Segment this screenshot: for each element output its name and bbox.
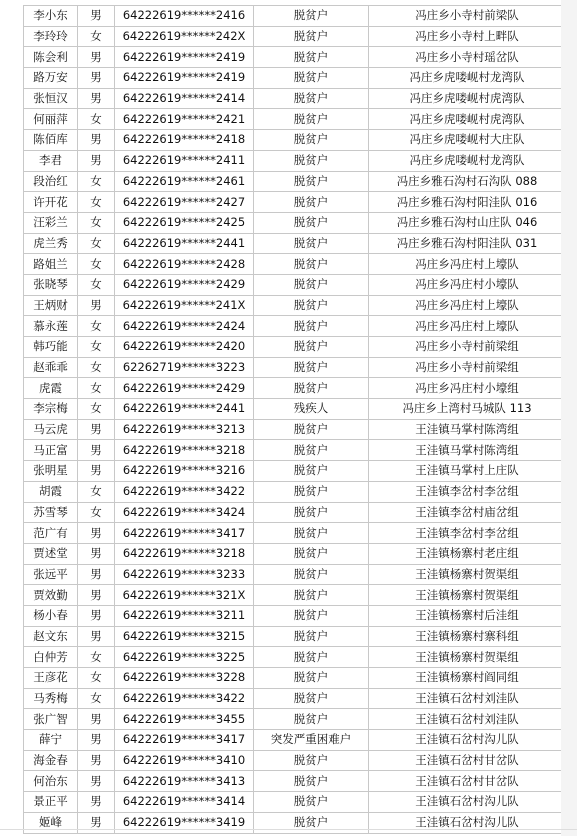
cell-id-number[interactable]: 64222619******2461 — [115, 171, 254, 192]
cell-status[interactable]: 脱贫户 — [254, 378, 369, 399]
table-row — [24, 378, 566, 399]
cell-address[interactable]: 王洼镇杨寨村贺渠组 — [369, 564, 566, 585]
cell-status[interactable]: 脱贫户 — [254, 150, 369, 171]
cell-id-number[interactable]: 64222619******2419 — [115, 47, 254, 68]
cell-id-number[interactable]: 64222619******321X — [115, 585, 254, 606]
cell-id-number[interactable]: 64222619******3233 — [115, 564, 254, 585]
cell-id-number[interactable]: 64222619******2428 — [115, 254, 254, 275]
table-row — [24, 668, 566, 689]
cell-gender[interactable]: 男 — [78, 812, 115, 833]
cell-gender[interactable]: 男 — [78, 730, 115, 751]
cell-gender[interactable]: 男 — [78, 626, 115, 647]
table-row — [24, 647, 566, 668]
cell-address[interactable]: 王洼镇杨寨村寨科组 — [369, 626, 566, 647]
table-row — [24, 399, 566, 420]
cell-address[interactable]: 王洼镇杨寨村贺渠组 — [369, 585, 566, 606]
cell-name[interactable]: 杨小春 — [24, 605, 78, 626]
cell-status[interactable]: 脱贫户 — [254, 316, 369, 337]
table-row — [24, 171, 566, 192]
table-row — [24, 357, 566, 378]
cell-status[interactable]: 脱贫户 — [254, 295, 369, 316]
cell-name[interactable]: 汪彩兰 — [24, 212, 78, 233]
cell-status[interactable]: 脱贫户 — [254, 792, 369, 813]
cell-name[interactable]: 段治红 — [24, 171, 78, 192]
cell-name[interactable]: 许开花 — [24, 192, 78, 213]
cell-gender[interactable]: 女 — [78, 668, 115, 689]
cell-name[interactable]: 李小东 — [24, 6, 78, 27]
cell-gender[interactable]: 女 — [78, 399, 115, 420]
cell-gender[interactable]: 女 — [78, 233, 115, 254]
cell-gender[interactable]: 女 — [78, 212, 115, 233]
cell-name[interactable]: 陈佰库 — [24, 130, 78, 151]
cell-status[interactable]: 脱贫户 — [254, 585, 369, 606]
cell-address[interactable]: 冯庄乡虎喽岘村龙湾队 — [369, 68, 566, 89]
cell-address[interactable]: 冯庄乡虎喽岘村龙湾队 — [369, 150, 566, 171]
cell-address[interactable]: 冯庄乡小寺村前梁组 — [369, 337, 566, 358]
cell-name[interactable]: 马正富 — [24, 440, 78, 461]
table-row — [24, 419, 566, 440]
cell-address[interactable]: 王洼镇马掌村上庄队 — [369, 461, 566, 482]
cell-id-number[interactable]: 64222619******3419 — [115, 812, 254, 833]
cell-status[interactable]: 脱贫户 — [254, 254, 369, 275]
cell-address[interactable]: 王洼镇石岔村沟儿队 — [369, 730, 566, 751]
cell-id-number[interactable]: 64222619******2416 — [115, 6, 254, 27]
cell-id-number[interactable]: 64222619******3218 — [115, 543, 254, 564]
cell-id-number[interactable]: 64222619******241X — [115, 295, 254, 316]
cell-gender[interactable]: 男 — [78, 750, 115, 771]
table-row — [24, 68, 566, 89]
cell-name[interactable]: 贾述堂 — [24, 543, 78, 564]
table-row — [24, 212, 566, 233]
cell-name[interactable]: 李君 — [24, 150, 78, 171]
cell-address[interactable]: 冯庄乡冯庄村上壕队 — [369, 295, 566, 316]
table-row — [24, 274, 566, 295]
cell-status[interactable]: 脱贫户 — [254, 6, 369, 27]
cell-name[interactable]: 慕永莲 — [24, 316, 78, 337]
cell-gender[interactable]: 女 — [78, 254, 115, 275]
cell-address[interactable]: 王洼镇李岔村李岔组 — [369, 523, 566, 544]
cell-gender[interactable]: 男 — [78, 419, 115, 440]
table-row — [24, 605, 566, 626]
table-row — [24, 730, 566, 751]
cell-status[interactable]: 脱贫户 — [254, 626, 369, 647]
cell-id-number[interactable]: 64222619******3225 — [115, 647, 254, 668]
cell-gender[interactable]: 男 — [78, 543, 115, 564]
cell-status[interactable]: 脱贫户 — [254, 750, 369, 771]
cell-address[interactable]: 王洼镇石岔村沟儿队 — [369, 792, 566, 813]
cell-id-number[interactable]: 64222619******2414 — [115, 88, 254, 109]
cell-address[interactable]: 冯庄乡小寺村上畔队 — [369, 26, 566, 47]
cell-id-number[interactable]: 64222619******3422 — [115, 688, 254, 709]
cell-id-number[interactable]: 64222619******2419 — [115, 68, 254, 89]
cell-address[interactable]: 王洼镇石岔村甘岔队 — [369, 771, 566, 792]
cell-id-number[interactable]: 64222619******3215 — [115, 626, 254, 647]
cell-status[interactable]: 脱贫户 — [254, 461, 369, 482]
cell-name[interactable]: 贾效勤 — [24, 585, 78, 606]
cell-address[interactable]: 冯庄乡小寺村前梁队 — [369, 6, 566, 27]
cell-address[interactable]: 王洼镇杨寨村阎同组 — [369, 668, 566, 689]
cell-name[interactable]: 薛宁 — [24, 730, 78, 751]
table-row — [24, 585, 566, 606]
cell-gender[interactable]: 男 — [78, 605, 115, 626]
table-row — [24, 771, 566, 792]
cell-name[interactable]: 马云虎 — [24, 419, 78, 440]
cell-gender[interactable]: 男 — [78, 792, 115, 813]
cell-status[interactable]: 脱贫户 — [254, 709, 369, 730]
cell-id-number[interactable]: 64222619******2427 — [115, 192, 254, 213]
cell-status[interactable]: 脱贫户 — [254, 68, 369, 89]
cell-address[interactable]: 冯庄乡雅石沟村山庄队 046 — [369, 212, 566, 233]
cell-status[interactable]: 脱贫户 — [254, 130, 369, 151]
cell-address[interactable]: 冯庄乡小寺村瑶岔队 — [369, 47, 566, 68]
cell-name[interactable]: 赵乖乖 — [24, 357, 78, 378]
cell-address[interactable]: 王洼镇石岔村刘洼队 — [369, 688, 566, 709]
table-row — [24, 481, 566, 502]
cell-id-number[interactable]: 64222619******3213 — [115, 419, 254, 440]
table-row — [24, 130, 566, 151]
cell-gender[interactable]: 男 — [78, 68, 115, 89]
cell-gender[interactable]: 女 — [78, 192, 115, 213]
cell-gender[interactable]: 女 — [78, 688, 115, 709]
cell-status[interactable]: 脱贫户 — [254, 812, 369, 833]
cell-gender[interactable]: 男 — [78, 461, 115, 482]
cell-name[interactable]: 韩巧能 — [24, 337, 78, 358]
cell-address[interactable]: 王洼镇李岔村李岔组 — [369, 481, 566, 502]
cell-id-number[interactable]: 64222619******242X — [115, 26, 254, 47]
cell-status[interactable]: 脱贫户 — [254, 605, 369, 626]
cell-status[interactable]: 脱贫户 — [254, 771, 369, 792]
table-row — [24, 688, 566, 709]
cell-id-number[interactable]: 62262719******3223 — [115, 357, 254, 378]
cell-name[interactable]: 李玲玲 — [24, 26, 78, 47]
cell-id-number[interactable]: 64222619******2421 — [115, 109, 254, 130]
cell-gender[interactable]: 男 — [78, 440, 115, 461]
cell-status[interactable]: 脱贫户 — [254, 668, 369, 689]
cell-id-number[interactable]: 64222619******2420 — [115, 337, 254, 358]
cell-id-number[interactable]: 64222619******2441 — [115, 233, 254, 254]
cell-name[interactable]: 苏雪琴 — [24, 502, 78, 523]
cell-status[interactable]: 脱贫户 — [254, 109, 369, 130]
cell-gender[interactable]: 女 — [78, 26, 115, 47]
cell-id-number[interactable]: 64222619******3211 — [115, 605, 254, 626]
cell-address[interactable]: 王洼镇石岔村刘洼队 — [369, 709, 566, 730]
cell-address[interactable]: 王洼镇李岔村庙岔组 — [369, 502, 566, 523]
cell-address[interactable]: 冯庄乡冯庄村上壕队 — [369, 316, 566, 337]
cell-status[interactable]: 脱贫户 — [254, 337, 369, 358]
cell-name[interactable]: 张远平 — [24, 564, 78, 585]
cell-gender[interactable]: 男 — [78, 6, 115, 27]
cell-address[interactable]: 冯庄乡冯庄村小壕组 — [369, 378, 566, 399]
cell-address[interactable]: 冯庄乡虎喽岘村虎湾队 — [369, 88, 566, 109]
table-row — [24, 26, 566, 47]
cell-gender[interactable]: 女 — [78, 357, 115, 378]
cell-status[interactable]: 脱贫户 — [254, 688, 369, 709]
cell-name[interactable]: 景正平 — [24, 792, 78, 813]
cell-gender[interactable]: 男 — [78, 47, 115, 68]
cell-status[interactable]: 脱贫户 — [254, 274, 369, 295]
cell-address[interactable]: 王洼镇杨寨村老庄组 — [369, 543, 566, 564]
cell-status[interactable]: 脱贫户 — [254, 47, 369, 68]
table-row — [24, 88, 566, 109]
sheet-right-margin — [561, 0, 577, 836]
cell-gender[interactable]: 女 — [78, 502, 115, 523]
cell-id-number[interactable]: 64222619******3228 — [115, 668, 254, 689]
roster-table-body — [24, 6, 566, 834]
cell-name[interactable]: 海金春 — [24, 750, 78, 771]
cell-gender[interactable]: 男 — [78, 709, 115, 730]
cell-gender[interactable]: 女 — [78, 647, 115, 668]
cell-status[interactable]: 脱贫户 — [254, 233, 369, 254]
cell-id-number[interactable]: 64222619******3216 — [115, 461, 254, 482]
cell-name[interactable]: 赵文东 — [24, 626, 78, 647]
cell-status[interactable]: 脱贫户 — [254, 647, 369, 668]
cell-address[interactable]: 冯庄乡冯庄村上壕队 — [369, 254, 566, 275]
cell-name[interactable]: 何丽萍 — [24, 109, 78, 130]
cell-name[interactable]: 李宗梅 — [24, 399, 78, 420]
cell-status[interactable]: 脱贫户 — [254, 88, 369, 109]
cell-name[interactable]: 姬峰 — [24, 812, 78, 833]
cell-gender[interactable]: 男 — [78, 130, 115, 151]
cell-name[interactable]: 范广有 — [24, 523, 78, 544]
cell-status[interactable]: 脱贫户 — [254, 502, 369, 523]
cell-status[interactable]: 脱贫户 — [254, 357, 369, 378]
cell-address[interactable]: 王洼镇石岔村沟儿队 — [369, 812, 566, 833]
cell-status[interactable]: 脱贫户 — [254, 523, 369, 544]
cell-name[interactable]: 白仲芳 — [24, 647, 78, 668]
cell-address[interactable]: 王洼镇马掌村陈湾组 — [369, 440, 566, 461]
roster-table — [23, 5, 566, 834]
table-row — [24, 626, 566, 647]
cell-name[interactable]: 路姐兰 — [24, 254, 78, 275]
cell-name[interactable]: 虎兰秀 — [24, 233, 78, 254]
cell-id-number[interactable]: 64222619******3413 — [115, 771, 254, 792]
table-row — [24, 47, 566, 68]
cell-address[interactable]: 冯庄乡雅石沟村阳洼队 016 — [369, 192, 566, 213]
cell-name[interactable]: 陈会利 — [24, 47, 78, 68]
cell-id-number[interactable]: 64222619******3424 — [115, 502, 254, 523]
cell-gender[interactable]: 男 — [78, 771, 115, 792]
cell-id-number[interactable]: 64222619******3410 — [115, 750, 254, 771]
cell-status[interactable]: 突发严重困难户 — [254, 730, 369, 751]
cell-gender[interactable]: 女 — [78, 378, 115, 399]
cell-name[interactable]: 张恒汉 — [24, 88, 78, 109]
cell-status[interactable]: 脱贫户 — [254, 192, 369, 213]
cell-gender[interactable]: 女 — [78, 274, 115, 295]
table-row — [24, 192, 566, 213]
cell-address[interactable]: 冯庄乡雅石沟村阳洼队 031 — [369, 233, 566, 254]
cell-address[interactable]: 冯庄乡虎喽岘村大庄队 — [369, 130, 566, 151]
cell-id-number[interactable]: 64222619******2411 — [115, 150, 254, 171]
cell-status[interactable]: 脱贫户 — [254, 419, 369, 440]
cell-id-number[interactable]: 64222619******3218 — [115, 440, 254, 461]
cell-status[interactable]: 脱贫户 — [254, 26, 369, 47]
cell-id-number[interactable]: 64222619******2429 — [115, 274, 254, 295]
cell-name[interactable]: 张晓琴 — [24, 274, 78, 295]
table-row — [24, 316, 566, 337]
cell-status[interactable]: 脱贫户 — [254, 212, 369, 233]
table-row — [24, 6, 566, 27]
cell-id-number[interactable]: 64222619******3417 — [115, 523, 254, 544]
cell-gender[interactable]: 男 — [78, 88, 115, 109]
table-row — [24, 709, 566, 730]
table-row — [24, 792, 566, 813]
cell-id-number[interactable]: 64222619******2429 — [115, 378, 254, 399]
cell-id-number[interactable]: 64222619******3417 — [115, 730, 254, 751]
table-row — [24, 461, 566, 482]
cell-address[interactable]: 冯庄乡虎喽岘村虎湾队 — [369, 109, 566, 130]
cell-gender[interactable]: 女 — [78, 316, 115, 337]
cell-id-number[interactable]: 64222619******2424 — [115, 316, 254, 337]
table-row — [24, 564, 566, 585]
table-row — [24, 543, 566, 564]
table-row — [24, 750, 566, 771]
cell-id-number[interactable]: 64222619******3455 — [115, 709, 254, 730]
cell-name[interactable]: 何治东 — [24, 771, 78, 792]
cell-address[interactable]: 冯庄乡上湾村马城队 113 — [369, 399, 566, 420]
cell-gender[interactable]: 女 — [78, 171, 115, 192]
sheet-bottom-edge — [0, 829, 577, 830]
table-row — [24, 523, 566, 544]
cell-gender[interactable]: 男 — [78, 295, 115, 316]
cell-name[interactable]: 王彦花 — [24, 668, 78, 689]
cell-status[interactable]: 残疾人 — [254, 399, 369, 420]
cell-gender[interactable]: 女 — [78, 481, 115, 502]
cell-gender[interactable]: 男 — [78, 585, 115, 606]
cell-address[interactable]: 王洼镇马掌村陈湾组 — [369, 419, 566, 440]
cell-name[interactable]: 张明星 — [24, 461, 78, 482]
table-row — [24, 109, 566, 130]
cell-status[interactable]: 脱贫户 — [254, 440, 369, 461]
table-row — [24, 502, 566, 523]
cell-address[interactable]: 王洼镇石岔村甘岔队 — [369, 750, 566, 771]
cell-address[interactable]: 冯庄乡雅石沟村石沟队 088 — [369, 171, 566, 192]
cell-id-number[interactable]: 64222619******3422 — [115, 481, 254, 502]
table-row — [24, 440, 566, 461]
table-row — [24, 254, 566, 275]
cell-id-number[interactable]: 64222619******2441 — [115, 399, 254, 420]
cell-id-number[interactable]: 64222619******2425 — [115, 212, 254, 233]
cell-status[interactable]: 脱贫户 — [254, 481, 369, 502]
cell-name[interactable]: 王炳财 — [24, 295, 78, 316]
cell-status[interactable]: 脱贫户 — [254, 564, 369, 585]
cell-name[interactable]: 虎霞 — [24, 378, 78, 399]
cell-name[interactable]: 张广智 — [24, 709, 78, 730]
cell-gender[interactable]: 男 — [78, 150, 115, 171]
table-row — [24, 150, 566, 171]
cell-address[interactable]: 冯庄乡冯庄村小壕队 — [369, 274, 566, 295]
cell-gender[interactable]: 女 — [78, 337, 115, 358]
cell-address[interactable]: 冯庄乡小寺村前梁组 — [369, 357, 566, 378]
table-row — [24, 233, 566, 254]
cell-address[interactable]: 王洼镇杨寨村贺渠组 — [369, 647, 566, 668]
cell-address[interactable]: 王洼镇杨寨村后洼组 — [369, 605, 566, 626]
cell-status[interactable]: 脱贫户 — [254, 171, 369, 192]
table-row — [24, 295, 566, 316]
cell-gender[interactable]: 男 — [78, 523, 115, 544]
cell-name[interactable]: 胡霞 — [24, 481, 78, 502]
cell-id-number[interactable]: 64222619******2418 — [115, 130, 254, 151]
cell-id-number[interactable]: 64222619******3414 — [115, 792, 254, 813]
cell-status[interactable]: 脱贫户 — [254, 543, 369, 564]
table-row — [24, 337, 566, 358]
cell-gender[interactable]: 女 — [78, 109, 115, 130]
cell-name[interactable]: 路万安 — [24, 68, 78, 89]
cell-name[interactable]: 马秀梅 — [24, 688, 78, 709]
cell-gender[interactable]: 男 — [78, 564, 115, 585]
